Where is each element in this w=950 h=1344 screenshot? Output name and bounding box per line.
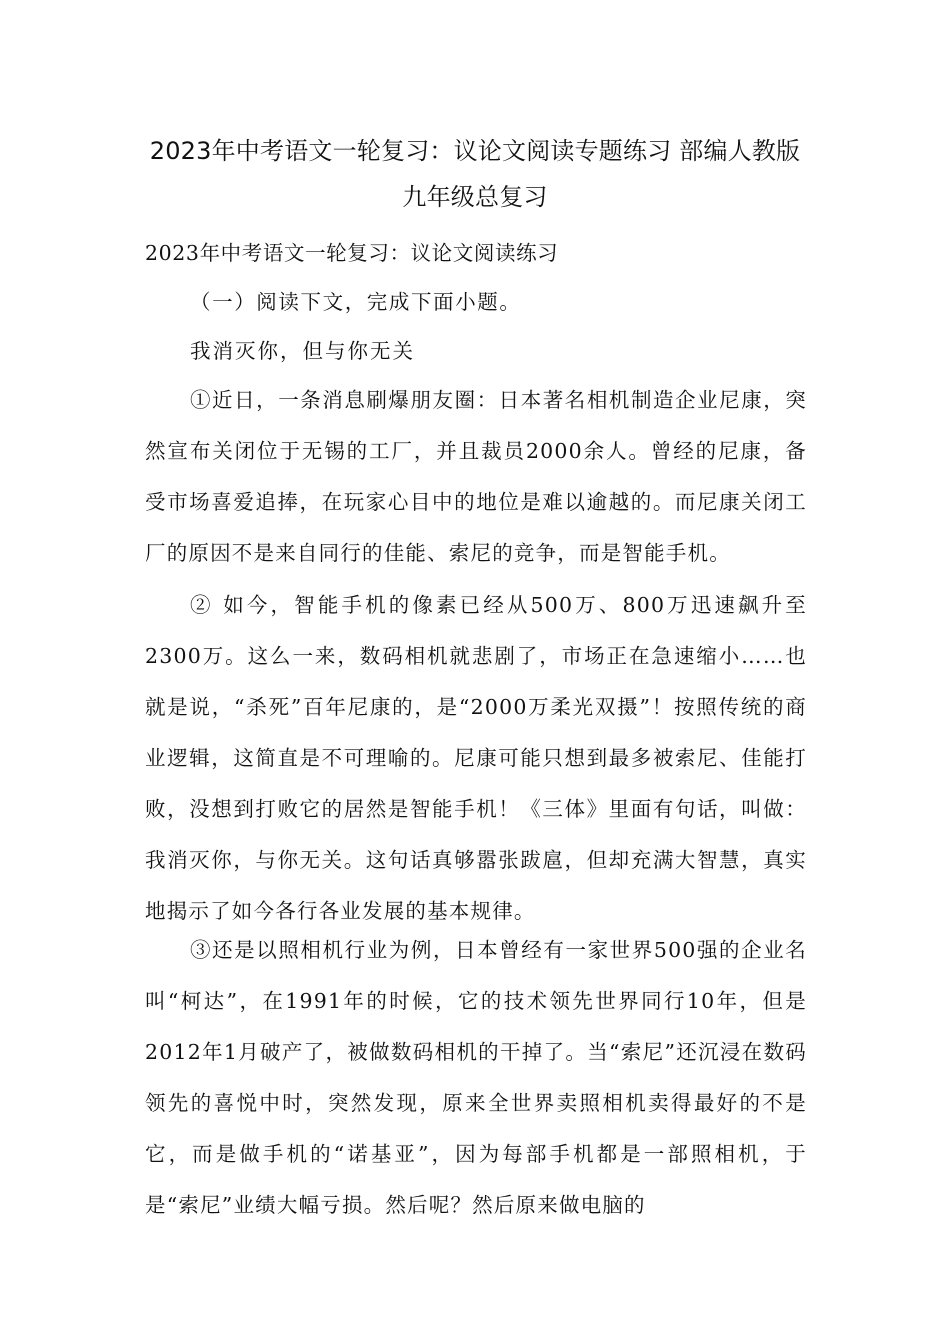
document-subtitle: 2023年中考语文一轮复习：议论文阅读练习 <box>145 241 559 265</box>
document-title: 2023年中考语文一轮复习：议论文阅读专题练习 部编人教版九年级总复习 <box>149 137 801 211</box>
paragraph-1: ①近日，一条消息刷爆朋友圈：日本著名相机制造企业尼康，突然宣布关闭位于无锡的工厂，并且裁员2000余人。曾经的尼康，备受市场喜爱追捧，在玩家心目中的地位是难以逾越的。而尼康关闭工厂的原因不是来自同行的佳能、索尼的竞争，而是智能手机。 <box>145 388 807 565</box>
paragraph-2: ② 如今，智能手机的像素已经从500万、800万迅速飙升至2300万。这么一来，数码相机就悲剧了，市场正在急速缩小……也就是说，“杀死”百年尼康的，是“2000万柔光双摄”！按照传统的商业逻辑，这简直是不可理喻的。尼康可能只想到最多被索尼、佳能打败，没想到打败它的居然是智能手机！《三体》里面有句话，叫做：我消灭你，与你无关。这句话真够嚣张跋扈，但却充满大智慧，真实地揭示了如今各行各业发展的基本规律。 <box>145 593 807 923</box>
paragraph-3: ③还是以照相机行业为例，日本曾经有一家世界500强的企业名叫“柯达”，在1991年的时候，它的技术领先世界同行10年，但是2012年1月破产了，被做数码相机的干掉了。当“索尼”还沉浸在数码领先的喜悦中时，突然发现，原来全世界卖照相机卖得最好的不是它，而是做手机的“诺基亚”，因为每部手机都是一部照相机，于是“索尼”业绩大幅亏损。然后呢？然后原来做电脑的 <box>145 938 807 1217</box>
essay-title: 我消灭你，但与你无关 <box>190 339 415 363</box>
reading-instruction: （一）阅读下文，完成下面小题。 <box>190 290 522 314</box>
